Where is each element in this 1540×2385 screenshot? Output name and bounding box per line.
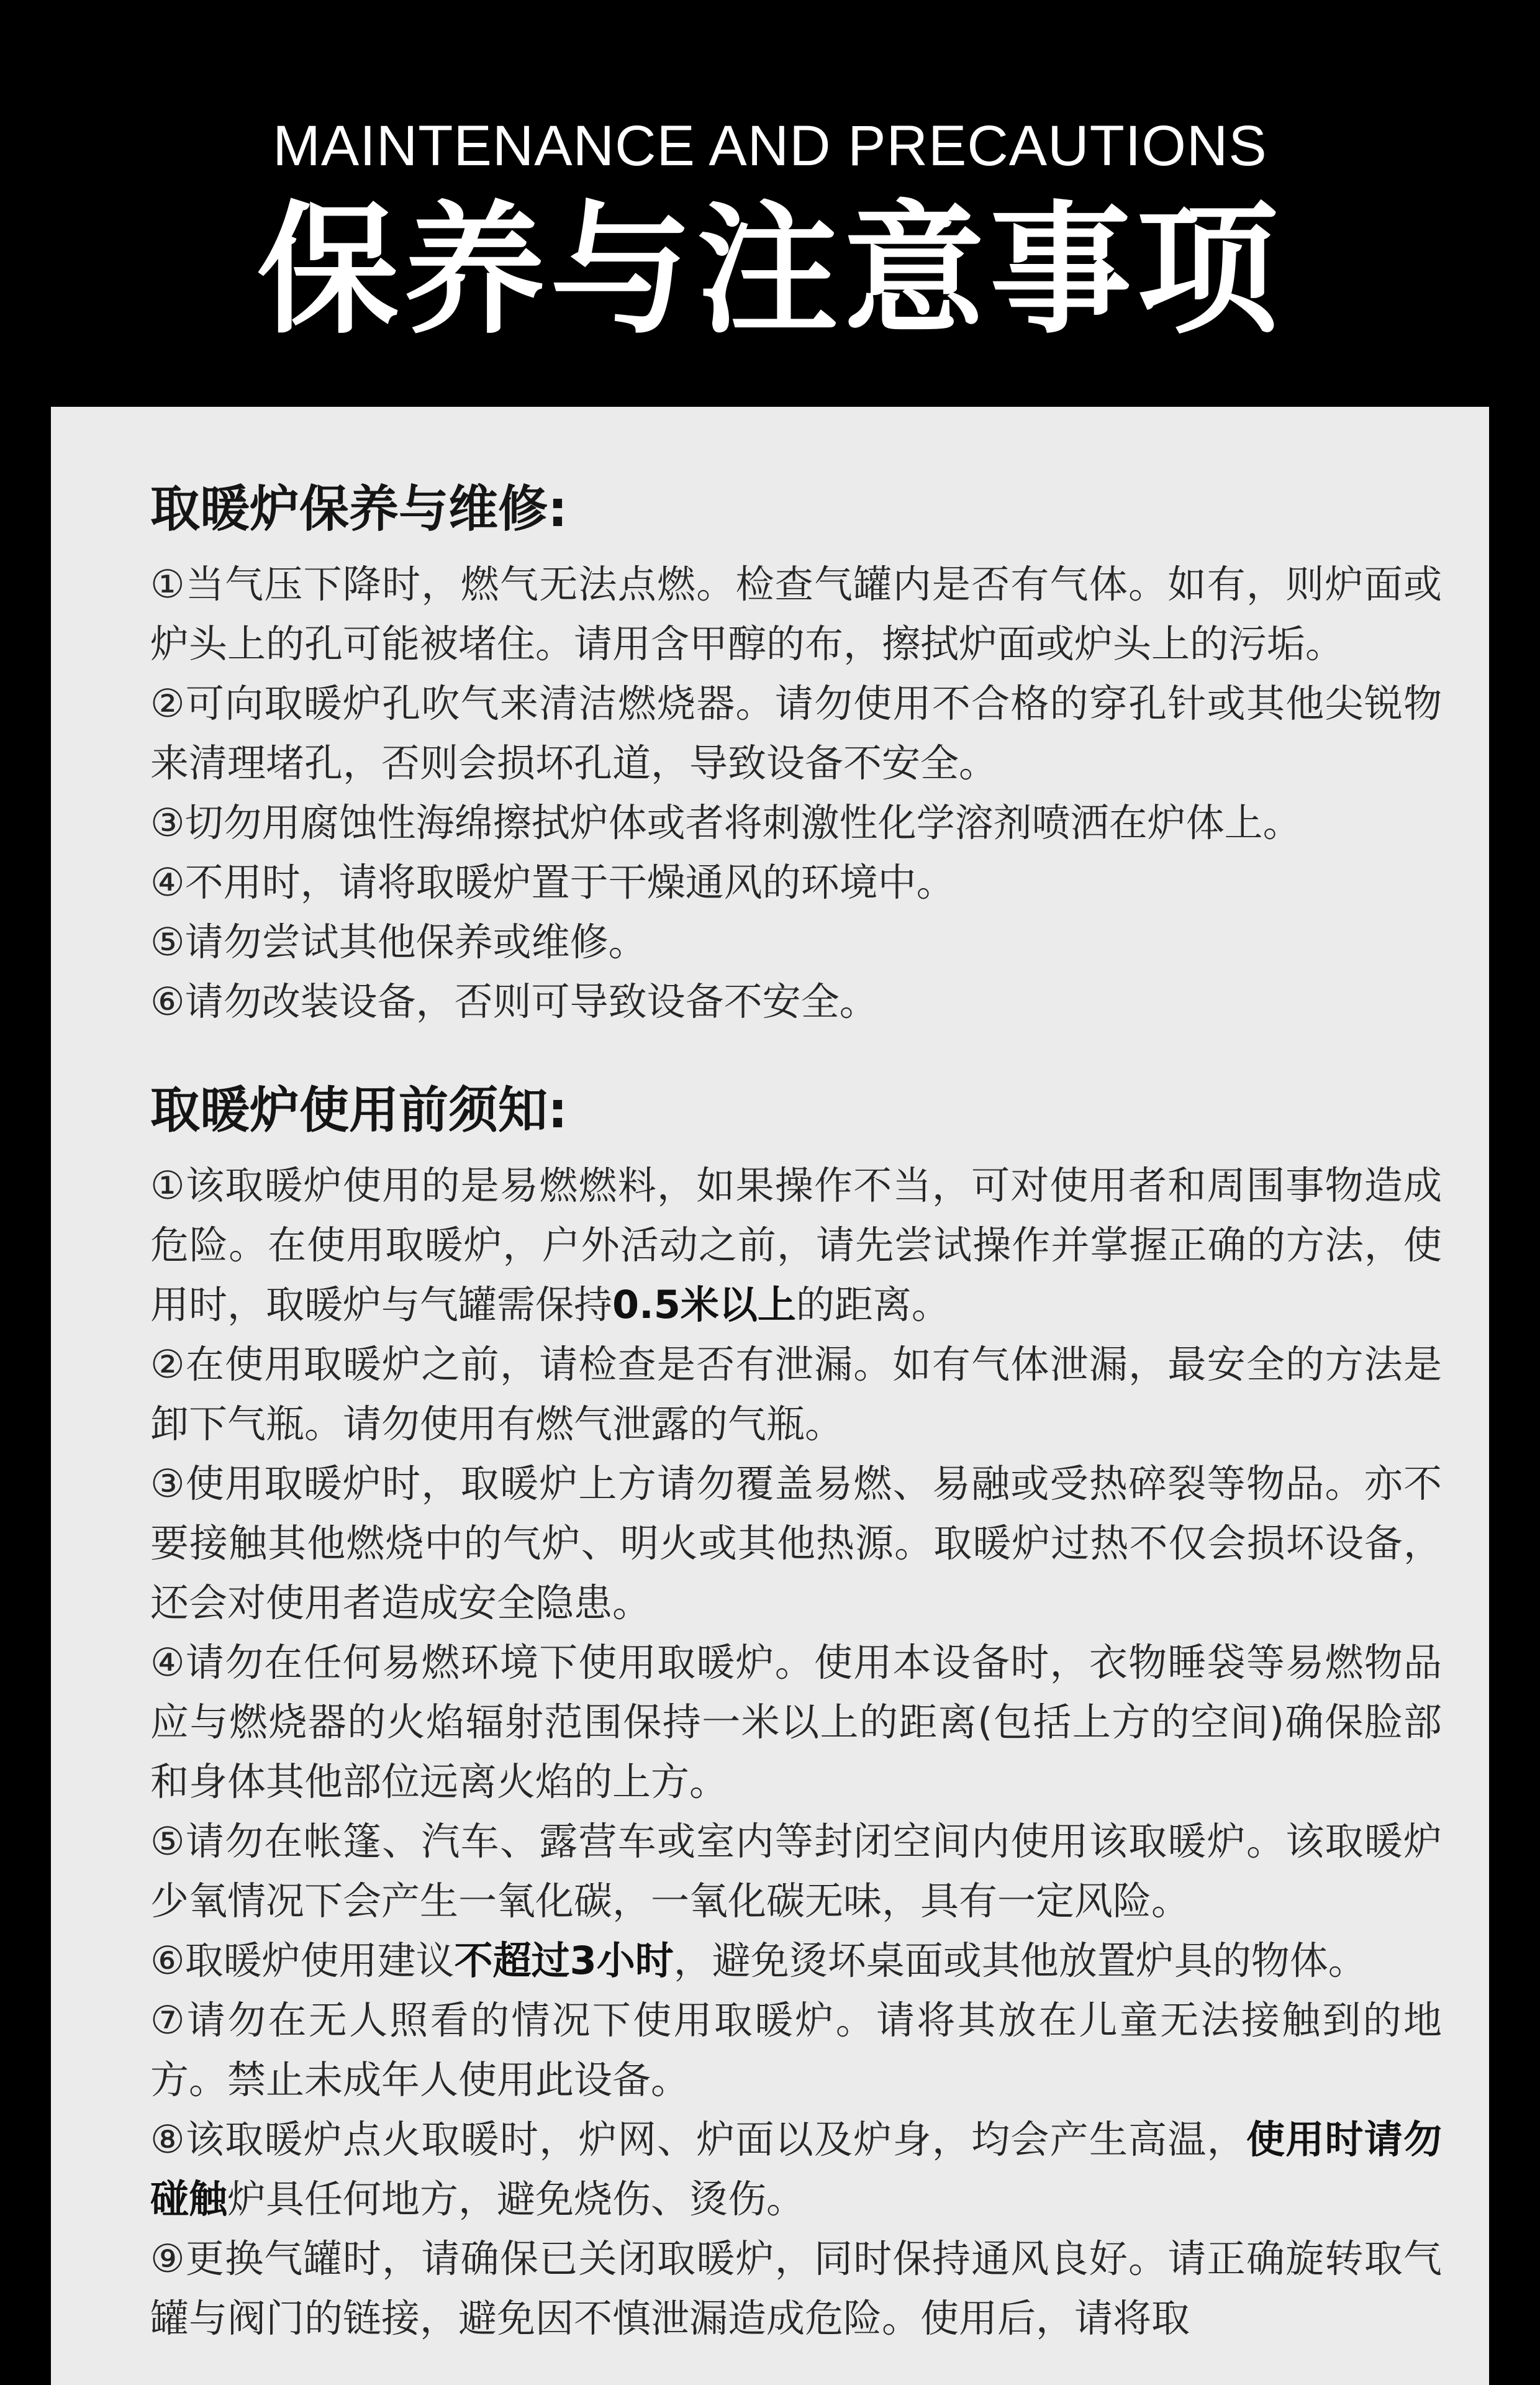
maintenance-item-3: ③切勿用腐蚀性海绵擦拭炉体或者将刺激性化学溶剂喷洒在炉体上。 xyxy=(150,800,1302,845)
maintenance-item-2: ②可向取暖炉孔吹气来清洁燃烧器。请勿使用不合格的穿孔针或其他尖锐物来清理堵孔，否则会损坏孔道，导致设备不安全。 xyxy=(150,681,1442,786)
precaution-item-6 xyxy=(150,1931,1442,1991)
page-header xyxy=(0,0,1540,407)
precaution-item-6-emphasis: 不超过3小时 xyxy=(454,1938,674,1983)
precaution-item-7: ⑦请勿在无人照看的情况下使用取暖炉。请将其放在儿童无法接触到的地方。禁止未成年人使用此设备。 xyxy=(150,1997,1442,2102)
maintenance-item-6: ⑥请勿改装设备，否则可导致设备不安全。 xyxy=(150,979,878,1024)
precaution-item-1-tail: 的距离。 xyxy=(795,1282,950,1327)
content-body xyxy=(150,475,1442,2348)
header-title-en: MAINTENANCE AND PRECAUTIONS xyxy=(273,114,1267,178)
precaution-item-1-emphasis: 0.5米以上 xyxy=(612,1282,796,1327)
precaution-item-8-text: ⑧该取暖炉点火取暖时，炉网、炉面以及炉身，均会产生高温， xyxy=(150,2117,1246,2162)
precaution-item-5: ⑤请勿在帐篷、汽车、露营车或室内等封闭空间内使用该取暖炉。该取暖炉少氧情况下会产生一氧化碳，一氧化碳无味，具有一定风险。 xyxy=(150,1819,1442,1924)
header-title-zh: 保养与注意事项 xyxy=(257,188,1283,353)
maintenance-section-title: 取暖炉保养与维修: xyxy=(150,480,568,538)
maintenance-item-4: ④不用时，请将取暖炉置于干燥通风的环境中。 xyxy=(150,860,955,905)
precaution-item-3: ③使用取暖炉时，取暖炉上方请勿覆盖易燃、易融或受热碎裂等物品。亦不要接触其他燃烧中的气炉、明火或其他热源。取暖炉过热不仅会损坏设备，还会对使用者造成安全隐患。 xyxy=(150,1461,1442,1625)
precaution-item-6-text: ⑥取暖炉使用建议 xyxy=(150,1938,455,1983)
precaution-item-8-emphasis: 使用时请勿碰触 xyxy=(150,2117,1442,2222)
precaution-item-8 xyxy=(150,2110,1442,2229)
maintenance-item-1: ①当气压下降时，燃气无法点燃。检查气罐内是否有气体。如有，则炉面或炉头上的孔可能被堵住。请用含甲醇的布，擦拭炉面或炉头上的污垢。 xyxy=(150,561,1442,666)
precaution-item-4: ④请勿在任何易燃环境下使用取暖炉。使用本设备时，衣物睡袋等易燃物品应与燃烧器的火焰辐射范围保持一米以上的距离(包括上方的空间)确保脸部和身体其他部位远离火焰的上方。 xyxy=(150,1640,1442,1804)
precaution-item-1-text: ①该取暖炉使用的是易燃燃料，如果操作不当，可对使用者和周围事物造成危险。在使用取暖炉，户外活动之前，请先尝试操作并掌握正确的方法，使用时，取暖炉与气罐需保持 xyxy=(150,1163,1442,1327)
precaution-item-6-tail: ，避免烫坏桌面或其他放置炉具的物体。 xyxy=(673,1938,1367,1983)
precaution-item-2: ②在使用取暖炉之前，请检查是否有泄漏。如有气体泄漏，最安全的方法是卸下气瓶。请勿使用有燃气泄露的气瓶。 xyxy=(150,1342,1442,1447)
content-card xyxy=(51,407,1489,2385)
precaution-item-1 xyxy=(150,1156,1442,1335)
maintenance-item-5: ⑤请勿尝试其他保养或维修。 xyxy=(150,919,647,965)
precaution-item-9: ⑨更换气罐时，请确保已关闭取暖炉，同时保持通风良好。请正确旋转取气罐与阀门的链接，避免因不慎泄漏造成危险。使用后，请将取 xyxy=(150,2236,1442,2341)
precaution-item-8-tail: 炉具任何地方，避免烧伤、烫伤。 xyxy=(227,2176,805,2222)
precautions-section-title: 取暖炉使用前须知: xyxy=(150,1081,568,1139)
